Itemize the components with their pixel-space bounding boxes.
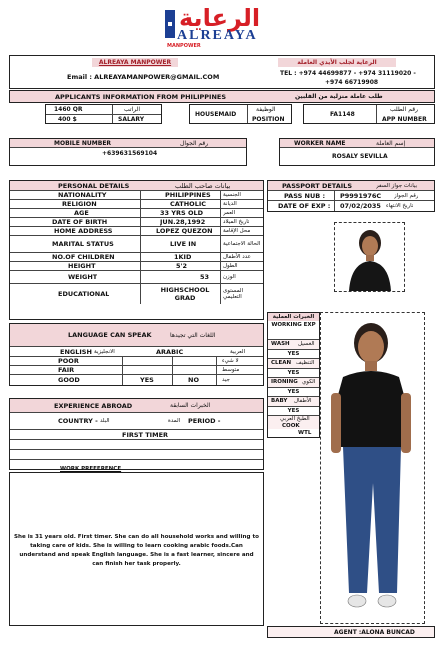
skill-cook-value: WTL: [298, 430, 312, 436]
row-religion: RELIGION CATHOLIC الديانة: [10, 200, 263, 209]
app-number-box: [303, 104, 435, 124]
applicants-title-bar: [9, 90, 435, 103]
position-label-ar: الوظيفة: [256, 106, 276, 113]
skill-clean-label: CLEAN: [271, 360, 292, 366]
salary-label-ar: الراتب: [124, 106, 141, 113]
company-name-en: ALREAYA MANPOWER: [92, 58, 178, 67]
salary-usd: 400 $: [58, 116, 77, 123]
lang-row-poor: POOR لا شيء: [10, 357, 263, 366]
passport-title: PASSPORT DETAILS: [282, 181, 353, 190]
logo-arabic: الرعاية: [179, 4, 261, 32]
period-label-ar: المدة: [168, 418, 181, 424]
passport-no: P9991976C: [340, 191, 382, 200]
skill-wash-label: WASH: [271, 341, 290, 347]
mobile-box: [9, 138, 247, 166]
agent-bar: [267, 626, 435, 638]
row-age: AGE 33 YRS OLD العمر: [10, 209, 263, 218]
experience-title: EXPERIENCE ABROAD: [54, 401, 133, 410]
row-nationality: NATIONALITY PHILIPPINES الجنسية: [10, 191, 263, 200]
applicants-title-ar: طلب عاملة منزلية من الفلبين: [295, 93, 383, 100]
skill-wash-value: YES: [268, 349, 319, 358]
english-label: ENGLISH: [60, 347, 92, 356]
language-table: [9, 323, 264, 386]
arabic-label: ARABIC: [156, 347, 184, 356]
position-box: [189, 104, 292, 124]
logo-sub: MANPOWER: [167, 43, 201, 49]
row-height: HEIGHT 5'2 الطول: [10, 262, 263, 271]
work-preference-label: WORK PREFERENCE: [60, 466, 122, 472]
row-children: NO.OF CHILDREN 1KID عدد الأطفال: [10, 253, 263, 262]
mobile-value: +639631569104: [102, 150, 158, 157]
skills-table: [267, 312, 320, 438]
english-good: YES: [140, 376, 154, 384]
skills-title: WORKING EXP: [271, 322, 316, 328]
personal-details-title-ar: بيانات صاحب الطلب: [175, 181, 231, 190]
company-tel: TEL : +974 44699877 - +974 31119020 -: [280, 70, 416, 77]
row-address: HOME ADDRESS LOPEZ QUEZON محل الإقامة: [10, 227, 263, 236]
skill-clean-value: YES: [268, 368, 319, 377]
company-tel-2: +974 66719908: [325, 79, 379, 86]
applicant-photo-small: [334, 222, 405, 292]
country-label: COUNTRY -: [58, 417, 98, 425]
arabic-label-ar: العربية: [230, 348, 246, 355]
passport-no-ar: رقم الجواز: [394, 192, 419, 199]
description-text: She is 31 years old. First timer. She can do all household works and willing to taking care of kids. She is willing to learn cooking arabic foods.Can understand and speak English language. She is a fast learner, sincere and can finish her task properly.: [14, 534, 259, 567]
passport-exp-label: DATE OF EXP :: [278, 202, 331, 210]
language-title: LANGUAGE CAN SPEAK: [68, 331, 152, 339]
logo-latin: ALREAYA: [177, 28, 258, 43]
lang-row-good: GOOD YES NO جيد: [58, 376, 230, 384]
description-box: [9, 472, 264, 626]
passport-no-label: PASS NUB :: [284, 191, 326, 200]
app-number-value: FA1148: [330, 111, 355, 118]
experience-table: [9, 398, 264, 470]
worker-label: WORKER NAME: [294, 140, 346, 147]
app-number-label: APP NUMBER: [382, 116, 427, 123]
skill-wash-ar: الغسيل: [298, 341, 315, 347]
skill-baby-label: BABY: [271, 398, 288, 404]
worker-label-ar: إسم العاملة: [376, 140, 406, 147]
company-logo: [165, 4, 283, 50]
worker-box: [279, 138, 435, 166]
period-label: PERIOD -: [188, 417, 221, 425]
mobile-label-ar: رقم الجوال: [180, 140, 209, 147]
row-marital: MARITAL STATUS LIVE IN الحالة الاجتماعية: [10, 236, 263, 253]
skill-ironing-label: IRONING: [271, 379, 298, 385]
salary-label: SALARY: [118, 116, 145, 123]
passport-title-ar: بيانات جواز السفر: [376, 182, 418, 189]
company-email: Email : ALREAYAMANPOWER@GMAIL.COM: [67, 73, 220, 81]
position-label: POSITION: [252, 116, 285, 123]
personal-details-title: PERSONAL DETAILS: [58, 181, 130, 190]
row-dob: DATE OF BIRTH JUN.28,1992 تاريخ الميلاد: [10, 218, 263, 227]
header-bar: [9, 55, 435, 89]
row-weight: WEIGHT 53 الوزن: [10, 271, 263, 284]
skill-baby-value: YES: [268, 406, 319, 415]
skill-baby-ar: الأطفال: [294, 398, 312, 404]
app-number-label-ar: رقم الطلب: [390, 106, 418, 113]
english-label-ar: الانجليزية: [94, 348, 115, 355]
applicant-photo-full: [320, 312, 425, 624]
skill-clean-ar: التنظيف: [296, 360, 315, 366]
arabic-good: NO: [188, 376, 199, 384]
personal-details-table: [9, 180, 264, 320]
agent-name: AGENT :ALONA BUNCAD: [334, 629, 415, 636]
language-title-ar: اللغات التي تجيدها: [170, 331, 216, 339]
passport-details-table: [267, 180, 435, 212]
skills-title-ar: الخبرات العملية: [268, 313, 319, 321]
applicants-title: APPLICANTS INFORMATION FROM PHILIPPINES: [55, 93, 227, 101]
first-timer: FIRST TIMER: [122, 430, 169, 439]
lang-row-fair: FAIR متوسط: [10, 366, 263, 375]
salary-box: [45, 104, 162, 124]
country-label-ar: البلد: [100, 418, 110, 424]
experience-title-ar: الخبرات السابقة: [170, 402, 211, 409]
mobile-label: MOBILE NUMBER: [54, 140, 112, 147]
skill-cook-label: COOK: [282, 423, 300, 429]
row-education: EDUCATIONAL HIGHSCHOOL GRAD المستوى التعليمي: [58, 286, 244, 302]
position-value: HOUSEMAID: [195, 111, 237, 118]
company-name-ar: الرعاية لجلب الأيدي العاملة: [278, 58, 396, 67]
passport-exp-ar: تاريخ الانتهاء: [386, 203, 414, 209]
salary-qr: 1460 QR: [54, 106, 83, 113]
passport-exp: 07/02/2035: [340, 202, 381, 210]
skill-ironing-value: YES: [268, 387, 319, 396]
skill-ironing-ar: الكوي: [302, 379, 316, 385]
worker-name: ROSALY SEVILLA: [332, 153, 388, 160]
skill-cook-ar: الطبخ العربي: [280, 416, 310, 422]
